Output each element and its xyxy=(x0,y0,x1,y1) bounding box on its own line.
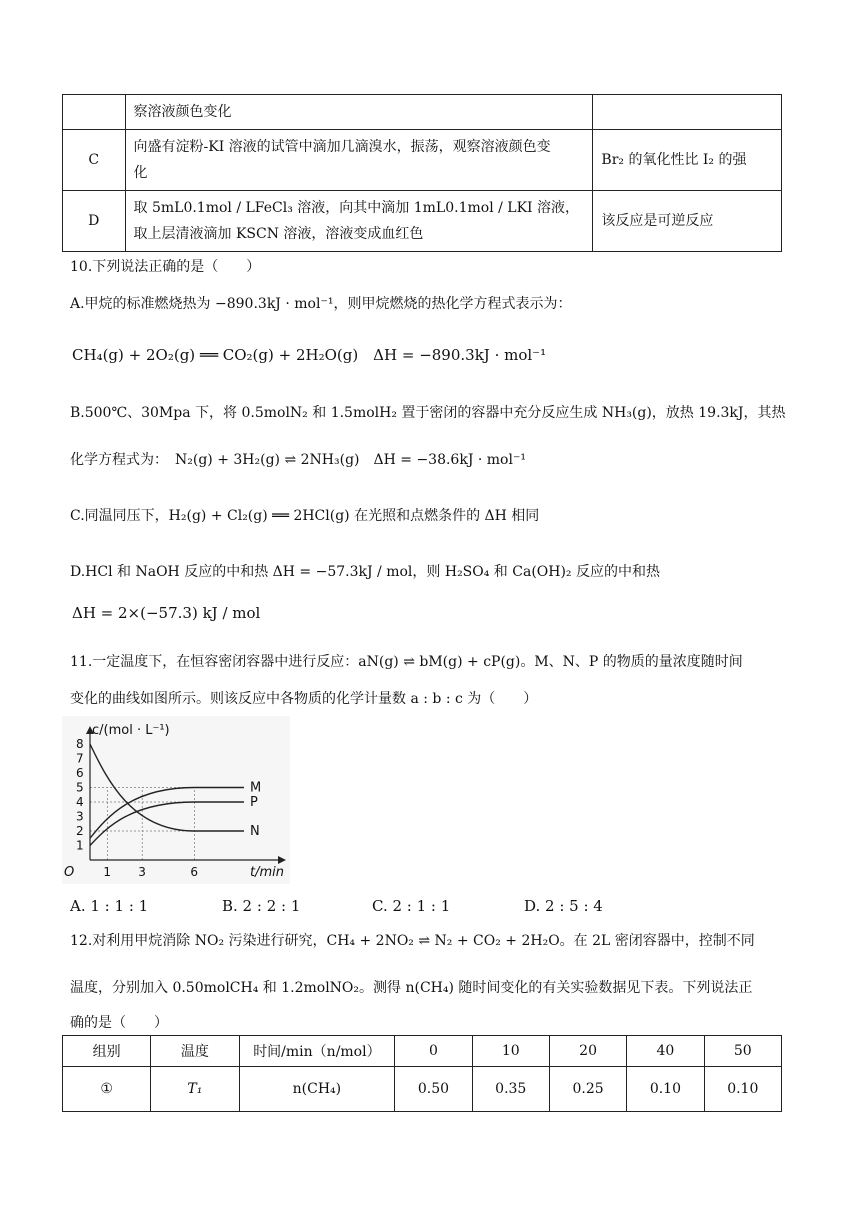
table-row xyxy=(63,95,782,130)
row-label xyxy=(63,95,126,130)
header-cell: 组别 xyxy=(63,1036,151,1067)
row-label: D xyxy=(63,191,126,252)
table-cell: ① xyxy=(63,1067,151,1112)
x-tick-label: 1 xyxy=(103,865,112,879)
table-header-row xyxy=(63,1036,782,1067)
y-tick-labels xyxy=(76,737,84,853)
q12-line1: 12.对利用甲烷消除 NO₂ 污染进行研究，CH₄ + 2NO₂ ⇌ N₂ + CO₂ + 2H₂O。在 2L 密闭容器中，控制不同 xyxy=(70,933,755,949)
x-tick-label: 3 xyxy=(138,865,146,879)
header-cell: 温度 xyxy=(151,1036,239,1067)
q11-option-c: C. 2 : 1 : 1 xyxy=(372,897,451,915)
row-content: 向盛有淀粉-KI 溶液的试管中滴加几滴溴水，振荡，观察溶液颜色变 化 xyxy=(125,130,593,191)
q10-d-equation: ΔH = 2×(−57.3) kJ / mol xyxy=(72,604,261,622)
table-cell: 0.10 xyxy=(627,1067,704,1112)
q10-option-a: A.甲烷的标准燃烧热为 −890.3kJ · mol⁻¹，则甲烷燃烧的热化学方程式表示为： xyxy=(70,296,572,312)
q10-option-d: D.HCl 和 NaOH 反应的中和热 ΔH = −57.3kJ / mol，则 H₂SO₄ 和 Ca(OH)₂ 反应的中和热 xyxy=(70,564,660,580)
q11-line1: 11.一定温度下，在恒容密闭容器中进行反应：aN(g) ⇌ bM(g) + cP(g)。M、N、P 的物质的量浓度随时间 xyxy=(70,654,743,670)
q11-option-a: A. 1 : 1 : 1 xyxy=(70,897,149,915)
header-cell: 0 xyxy=(395,1036,472,1067)
table-row xyxy=(63,1067,782,1112)
table-row xyxy=(63,130,782,191)
header-cell: 20 xyxy=(549,1036,626,1067)
header-cell: 50 xyxy=(704,1036,781,1067)
q11-option-d: D. 2 : 5 : 4 xyxy=(524,897,603,915)
experiment-table xyxy=(62,94,782,252)
q10-b-equation: 化学方程式为： N₂(g) + 3H₂(g) ⇌ 2NH₃(g) ΔH = −38.6kJ · mol⁻¹ xyxy=(70,452,526,468)
q10-option-c: C.同温同压下，H₂(g) + Cl₂(g) ══ 2HCl(g) 在光照和点燃条件的 ΔH 相同 xyxy=(70,508,540,524)
y-tick-label: 6 xyxy=(76,766,84,780)
q10-stem: 10.下列说法正确的是（ ） xyxy=(70,259,261,275)
header-cell: 时间/min（n/mol） xyxy=(239,1036,395,1067)
y-tick-label: 3 xyxy=(76,809,84,824)
row-conclusion xyxy=(593,95,782,130)
header-cell: 40 xyxy=(627,1036,704,1067)
q10-option-b: B.500℃、30Mpa 下，将 0.5molN₂ 和 1.5molH₂ 置于密闭的容器中充分反应生成 NH₃(g)，放热 19.3kJ，其热 xyxy=(70,405,786,421)
y-tick-label: 7 xyxy=(76,751,84,766)
series-label-N: N xyxy=(250,824,260,839)
q11-line2: 变化的曲线如图所示。则该反应中各物质的化学计量数 a : b : c 为（ ） xyxy=(70,691,538,707)
row-conclusion: Br₂ 的氧化性比 I₂ 的强 xyxy=(593,130,782,191)
y-tick-label: 5 xyxy=(76,780,84,795)
table-cell: 0.10 xyxy=(704,1067,781,1112)
q10-a-equation: CH₄(g) + 2O₂(g) ══ CO₂(g) + 2H₂O(g) ΔH = −890.3kJ · mol⁻¹ xyxy=(72,346,547,364)
data-table xyxy=(62,1035,782,1112)
table-cell: 0.50 xyxy=(395,1067,472,1112)
header-cell: 10 xyxy=(472,1036,549,1067)
origin-label: O xyxy=(64,865,75,880)
row-content: 取 5mL0.1mol / LFeCl₃ 溶液，向其中滴加 1mL0.1mol / LKI 溶液， 取上层清液滴加 KSCN 溶液，溶液变成血红色 xyxy=(125,191,593,252)
y-tick-label: 1 xyxy=(76,838,84,853)
x-tick-label: 6 xyxy=(190,865,199,879)
y-axis-label: c/(mol · L⁻¹) xyxy=(92,723,170,738)
y-tick-label: 8 xyxy=(76,737,84,751)
y-tick-label: 2 xyxy=(76,824,84,838)
concentration-time-chart xyxy=(62,716,290,884)
series-label-M: M xyxy=(250,780,262,796)
row-content: 察溶液颜色变化 xyxy=(125,95,593,130)
row-label: C xyxy=(63,130,126,191)
x-axis-label: t/min xyxy=(250,865,284,880)
series-label-P: P xyxy=(250,795,258,810)
table-cell: 0.25 xyxy=(549,1067,626,1112)
table-cell: n(CH₄) xyxy=(239,1067,395,1112)
q12-line2: 温度，分别加入 0.50molCH₄ 和 1.2molNO₂。测得 n(CH₄) 随时间变化的有关实验数据见下表。下列说法正 xyxy=(70,980,753,996)
table-row xyxy=(63,191,782,252)
table-cell: 0.35 xyxy=(472,1067,549,1112)
row-conclusion: 该反应是可逆反应 xyxy=(593,191,782,252)
q12-line3: 确的是（ ） xyxy=(70,1015,168,1031)
y-tick-label: 4 xyxy=(76,795,84,809)
q11-option-b: B. 2 : 2 : 1 xyxy=(222,897,301,915)
table-cell: T₁ xyxy=(151,1067,239,1112)
